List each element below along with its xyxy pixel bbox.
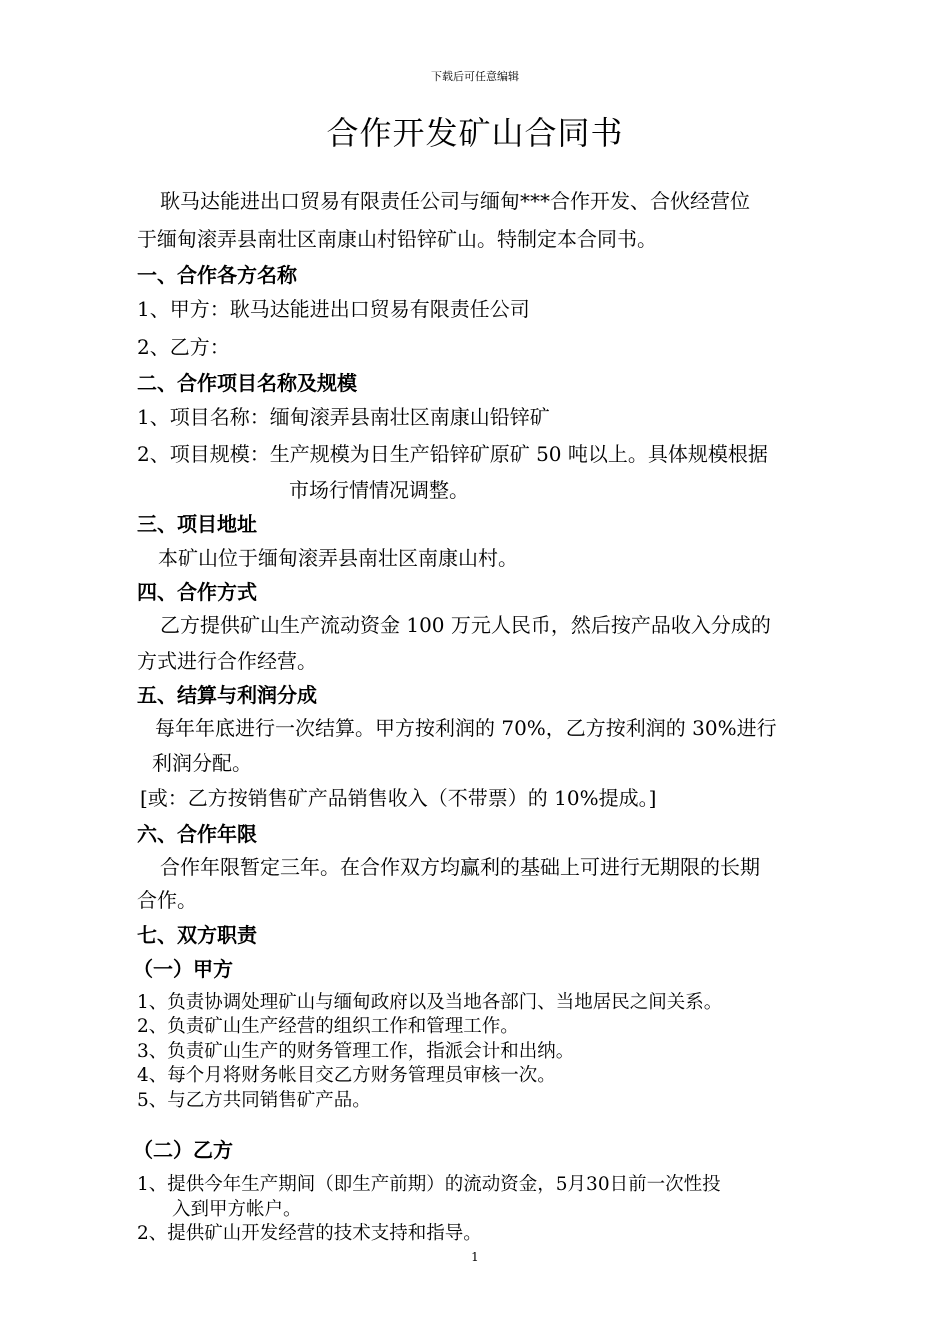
cooperation-mode-line-1: 乙方提供矿山生产流动资金 100 万元人民币，然后按产品收入分成的 (160, 613, 771, 637)
intro-line-1: 耿马达能进出口贸易有限责任公司与缅甸***合作开发、合伙经营位 (160, 189, 750, 213)
settlement-line-1: 每年年底进行一次结算。甲方按利润的 70%，乙方按利润的 30%进行 (155, 716, 777, 740)
party-a-name: 1、甲方：耿马达能进出口贸易有限责任公司 (137, 297, 530, 321)
project-address: 本矿山位于缅甸滚弄县南壮区南康山村。 (158, 546, 518, 570)
project-name: 1、项目名称：缅甸滚弄县南壮区南康山铅锌矿 (137, 405, 550, 429)
section-2-heading: 二、合作项目名称及规模 (137, 371, 357, 395)
project-scale-line-2: 市场行情情况调整。 (289, 478, 469, 502)
party-b-name: 2、乙方： (137, 335, 230, 359)
party-b-duties-heading: （二）乙方 (133, 1138, 233, 1162)
party-a-duty-5: 5、与乙方共同销售矿产品。 (137, 1090, 371, 1111)
term-line-1: 合作年限暂定三年。在合作双方均赢利的基础上可进行无期限的长期 (160, 855, 760, 879)
party-b-duty-2: 2、提供矿山开发经营的技术支持和指导。 (137, 1223, 482, 1244)
section-7-heading: 七、双方职责 (137, 923, 257, 947)
party-a-duty-3: 3、负责矿山生产的财务管理工作，指派会计和出纳。 (137, 1041, 575, 1062)
section-4-heading: 四、合作方式 (137, 580, 257, 604)
cooperation-mode-line-2: 方式进行合作经营。 (137, 649, 317, 673)
settlement-line-2: 利润分配。 (152, 751, 252, 775)
project-scale-line-1: 2、项目规模：生产规模为日生产铅锌矿原矿 50 吨以上。具体规模根据 (137, 442, 768, 466)
document-title: 合作开发矿山合同书 (326, 114, 624, 152)
section-3-heading: 三、项目地址 (137, 512, 257, 536)
party-b-duty-1-line-2: 入到甲方帐户。 (172, 1199, 302, 1220)
party-a-duties-heading: （一）甲方 (133, 957, 233, 981)
section-1-heading: 一、合作各方名称 (137, 263, 297, 287)
page-number: 1 (471, 1250, 479, 1264)
settlement-alternative: [或：乙方按销售矿产品销售收入（不带票）的 10%提成。] (140, 786, 657, 810)
section-5-heading: 五、结算与利润分成 (137, 683, 317, 707)
party-a-duty-1: 1、负责协调处理矿山与缅甸政府以及当地各部门、当地居民之间关系。 (137, 992, 723, 1013)
party-a-duty-4: 4、每个月将财务帐目交乙方财务管理员审核一次。 (137, 1065, 556, 1086)
party-a-duty-2: 2、负责矿山生产经营的组织工作和管理工作。 (137, 1016, 519, 1037)
party-b-duty-1-line-1: 1、提供今年生产期间（即生产前期）的流动资金，5月30日前一次性投 (137, 1174, 721, 1195)
intro-line-2: 于缅甸滚弄县南壮区南康山村铅锌矿山。特制定本合同书。 (137, 227, 657, 251)
section-6-heading: 六、合作年限 (137, 822, 257, 846)
page-header: 下载后可任意编辑 (431, 70, 519, 83)
term-line-2: 合作。 (137, 888, 197, 912)
